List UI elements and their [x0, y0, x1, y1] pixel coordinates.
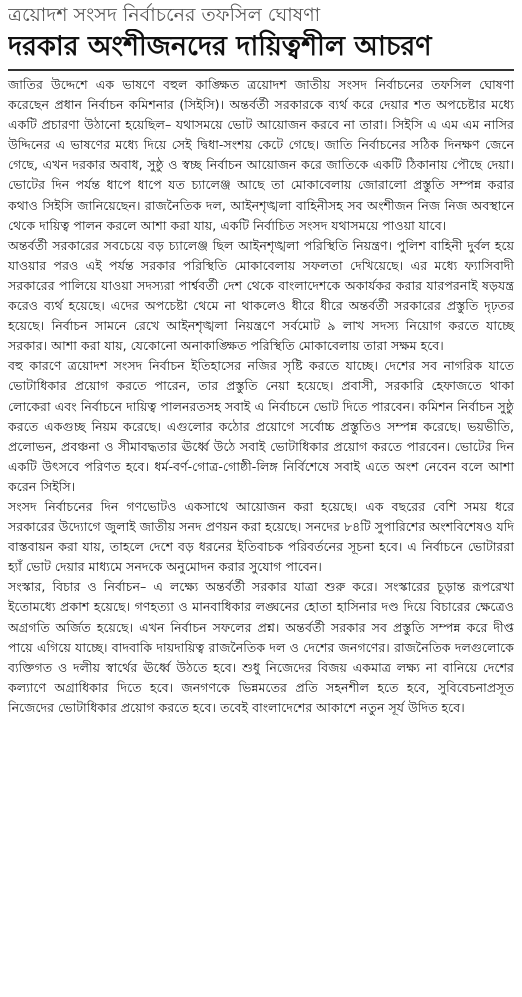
article-paragraph: বহু কারণে ত্রয়োদশ সংসদ নির্বাচন ইতিহাসের নজির সৃষ্টি করতে যাচ্ছে। দেশের সব নাগরিক যাতে ভোটাধিকার প্রয়োগ করতে পারেন, তার প্রস্তুতি নেয়া হয়েছে। প্রবাসী, সরকারি হেফাজতে থাকা লোকেরা এবং নির্বাচনে দায়িত্ব পালনরতসহ সবাই এ নির্বাচনে ভোট দিতে পারবেন। কমিশন নির্বাচন সুষ্ঠু করতে একগুচ্ছ নিয়ম করেছে। এগুলোর কঠোর প্রয়োগে সর্বোচ্চ প্রস্তুতিও সম্পন্ন করেছে। ভয়ভীতি, প্রলোভন, প্রবঞ্চনা ও সীমাবদ্ধতার ঊর্ধ্বে উঠে সবাই ভোটাধিকার প্রয়োগ করতে পারবেন। ভোটের দিন একটি উৎসবে পরিণত হবে। ধর্ম-বর্ণ-গোত্র-গোষ্ঠী-লিঙ্গ নির্বিশেষে সবাই এতে অংশ নেবেন বলে আশা করেন সিইসি।	[8, 358, 514, 494]
article-headline: দরকার অংশীজনদের দায়িত্বশীল আচরণ	[8, 31, 432, 62]
article-paragraph: জাতির উদ্দেশে এক ভাষণে বহুল কাঙ্ক্ষিত ত্রয়োদশ জাতীয় সংসদ নির্বাচনের তফসিল ঘোষণা করেছেন প্রধান নির্বাচন কমিশনার (সিইসি)। অন্তর্বর্তী সরকারকে ব্যর্থ করে দেয়ার শত অপচেষ্টার মধ্যে একটি প্রচারণা উঠানো হয়েছিল– যথাসময়ে ভোট আয়োজন করবে না তারা। সিইসি এ এম এম নাসির উদ্দিনের এ ভাষণের মধ্যে দিয়ে সেই দ্বিধা-সংশয় কেটে গেছে। জাতি নির্বাচনের সঠিক দিনক্ষণ জেনে গেছে, এখন দরকার অবাধ, সুষ্ঠু ও স্বচ্ছ নির্বাচন আয়োজন করে জাতিকে একটি ঠিকানায় পৌছে দেয়া। ভোটের দিন পর্যন্ত ধাপে ধাপে যত চ্যালেঞ্জ আছে তা মোকাবেলায় জোরালো প্রস্তুতি সম্পন্ন করার কথাও সিইসি জানিয়েছেন। রাজনৈতিক দল, আইনশৃঙ্খলা বাহিনীসহ সব অংশীজন নিজ নিজ অবস্থানে থেকে দায়িত্ব পালন করলে আশা করা যায়, একটি নির্বাচিত সংসদ যথাসময়ে পাওয়া যাবে।	[8, 77, 514, 233]
article-kicker: ত্রয়োদশ সংসদ নির্বাচনের তফসিল ঘোষণা	[8, 4, 321, 26]
article-paragraph: অন্তর্বর্তী সরকারের সবচেয়ে বড় চ্যালেঞ্জ ছিল আইনশৃঙ্খলা পরিস্থিতি নিয়ন্ত্রণ। পুলিশ বাহিনী দুর্বল হয়ে যাওয়ার পরও এই পর্যন্ত সরকার পরিস্থিতি মোকাবেলায় সফলতা দেখিয়েছে। এর মধ্যে ফ্যাসিবাদী সরকারের পালিয়ে যাওয়া সদস্যরা পার্শ্ববর্তী দেশ থেকে বাংলাদেশকে অকার্যকর করার যারপরনাই ষড়যন্ত্র করেও ব্যর্থ হয়েছে। এদের অপচেষ্টা থেমে না থাকলেও ধীরে ধীরে অন্তর্বর্তী সরকারের প্রস্তুতি দৃঢ়তর হয়েছে। নির্বাচন সামনে রেখে আইনশৃঙ্খলা নিয়ন্ত্রণে সর্বমোট ৯ লাখ সদস্য নিয়োগ করতে যাচ্ছে সরকার। আশা করা যায়, যেকোনো অনাকাঙ্ক্ষিত পরিস্থিতি মোকাবেলায় তারা সক্ষম হবে।	[8, 237, 514, 354]
article-body	[8, 75, 514, 718]
article-paragraph: সংস্কার, বিচার ও নির্বাচন– এ লক্ষ্যে অন্তর্বর্তী সরকার যাত্রা শুরু করে। সংস্কারের চূড়ান্ত রূপরেখা ইতোমধ্যে প্রকাশ হয়েছে। গণহত্যা ও মানবাধিকার লঙ্ঘনের হোতা হাসিনার দণ্ড দিয়ে বিচারের ক্ষেত্রেও অগ্রগতি অর্জিত হয়েছে। এখন নির্বাচন সফলের প্রশ্ন। অন্তর্বর্তী সরকার সব প্রস্তুতি সম্পন্ন করে দীপ্ত পায়ে এগিয়ে যাচ্ছে। বাদবাকি দায়দায়িত্ব রাজনৈতিক দল ও দেশের জনগণের। রাজনৈতিক দলগুলোকে ব্যক্তিগত ও দলীয় স্বার্থের ঊর্ধ্বে উঠতে হবে। শুধু নিজেদের বিজয় একমাত্র লক্ষ্য না বানিয়ে দেশের কল্যাণে অগ্রাধিকার দিতে হবে। জনগণকে ভিন্নমতের প্রতি সহনশীল হতে হবে, সুবিবেচনাপ্রসূত নিজেদের ভোটাধিকার প্রয়োগ করতে হবে। তবেই বাংলাদেশের আকাশে নতুন সূর্য উদিত হবে।	[8, 579, 514, 715]
article-paragraph: সংসদ নির্বাচনের দিন গণভোটও একসাথে আয়োজন করা হয়েছে। এক বছরের বেশি সময় ধরে সরকারের উদ্যোগে জুলাই জাতীয় সনদ প্রণয়ন করা হয়েছে। সনদের ৮৪টি সুপারিশের অংশবিশেষও যদি বাস্তবায়ন করা যায়, তাহলে দেশে বড় ধরনের ইতিবাচক পরিবর্তনের সূচনা হবে। এ নির্বাচনে ভোটাররা হ্যাঁ ভোট দেয়ার মাধ্যমে সনদকে অনুমোদন করার সুযোগ পাবেন।	[8, 498, 514, 575]
headline-divider	[8, 69, 514, 71]
